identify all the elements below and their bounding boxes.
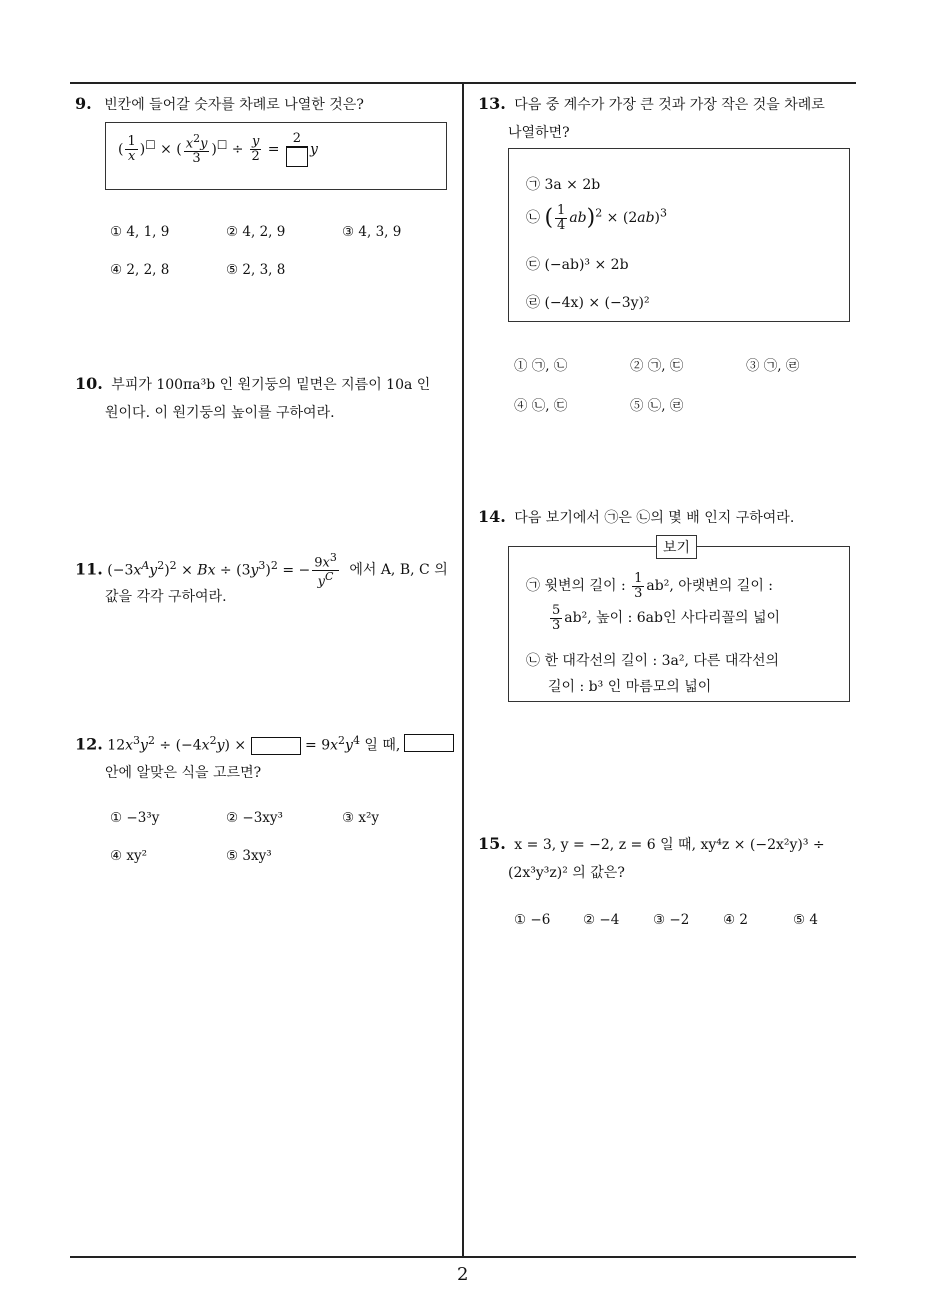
- bogi-item-b-line1: ㉡ 한 대각선의 길이 : 3a², 다른 대각선의: [526, 653, 779, 669]
- q12-choice-4[interactable]: ④ xy²: [110, 848, 148, 864]
- question-15: [478, 834, 825, 854]
- q9-choice-2[interactable]: ② 4, 2, 9: [226, 224, 286, 240]
- question-9: [75, 94, 364, 114]
- question-text-line1: 다음 중 계수가 가장 큰 것과 가장 작은 것을 차례로: [514, 97, 825, 113]
- question-number: 14.: [478, 507, 506, 526]
- question-text-line2: 안에 알맞은 식을 고르면?: [105, 765, 262, 781]
- q15-choice-4[interactable]: ④ 2: [723, 912, 748, 928]
- q13-item-a: ㉠ 3a × 2b: [526, 177, 601, 193]
- q12-choice-1[interactable]: ① −3³y: [110, 810, 160, 826]
- question-11: 11. $(-3x^Ay^2)^2 \times Bx \div (3y^3)^2$ = − $\frac{9x^3}{y^C}$ 에서 A, B, C 의: [75, 551, 448, 590]
- q12-choice-5[interactable]: ⑤ 3xy³: [226, 848, 272, 864]
- question-text-line2: (2x³y³z)² 의 값은?: [508, 865, 625, 881]
- answer-blank-repeat: [404, 734, 454, 752]
- q13-item-b: ㉡ ( $\frac{1}{4}$ $ab)^2 \times (2ab)^3$: [526, 203, 668, 233]
- answer-blank[interactable]: [251, 737, 301, 755]
- q9-choice-5[interactable]: ⑤ 2, 3, 8: [226, 262, 286, 278]
- q13-choice-2[interactable]: ② ㉠, ㉢: [630, 358, 684, 374]
- q9-choice-1[interactable]: ① 4, 1, 9: [110, 224, 170, 240]
- q13-item-d: ㉣ (−4x) × (−3y)²: [526, 295, 650, 311]
- question-text: 빈칸에 들어갈 숫자를 차례로 나열한 것은?: [104, 97, 364, 113]
- q15-choice-3[interactable]: ③ −2: [653, 912, 690, 928]
- bogi-item-a-line1: ㉠ 윗변의 길이 : $\frac{1}{3}$ ab², 아랫변의 길이 :: [526, 571, 774, 601]
- column-divider: [462, 82, 464, 1258]
- bogi-text: ab², 높이 : 6ab인 사다리꼴의 넓이: [564, 610, 781, 627]
- question-text-line2: 값을 각각 구하여라.: [105, 589, 227, 605]
- q15-choice-5[interactable]: ⑤ 4: [793, 912, 818, 928]
- bogi-item-a-line2: $\frac{5}{3}$ ab², 높이 : 6ab인 사다리꼴의 넓이: [552, 603, 781, 633]
- question-12: 12. $12x^3y^2 \div (-4x^2y)$ × = $9x^2y^4$ 일 때,: [75, 734, 401, 754]
- q15-choice-1[interactable]: ① −6: [514, 912, 551, 928]
- item-marker: ㉡: [526, 210, 540, 227]
- q9-equation: ( $\frac{1}{x}$ )□ × ( $\frac{x^2y}{3}$ )□ ÷ $\frac{y}{2}$ = 2 y: [118, 131, 318, 166]
- q13-choice-1[interactable]: ① ㉠, ㉡: [514, 358, 568, 374]
- question-text-line1: 부피가 100πa³b 인 원기둥의 밑면은 지름이 10a 인: [111, 377, 431, 393]
- question-text: 다음 보기에서 ㉠은 ㉡의 몇 배 인지 구하여라.: [514, 510, 795, 526]
- bogi-label: 보기: [656, 535, 697, 559]
- question-14: [478, 507, 794, 527]
- q9-choice-4[interactable]: ④ 2, 2, 8: [110, 262, 170, 278]
- q12-choice-3[interactable]: ③ x²y: [342, 810, 380, 826]
- question-number: 13.: [478, 94, 506, 113]
- question-text-line1: x = 3, y = −2, z = 6 일 때, xy⁴z × (−2x²y)³ ÷: [514, 837, 825, 853]
- bogi-item-b-line2: 길이 : b³ 인 마름모의 넓이: [548, 679, 712, 695]
- question-number: 15.: [478, 834, 506, 853]
- q13-choice-5[interactable]: ⑤ ㉡, ㉣: [630, 398, 684, 414]
- question-tail: 에서 A, B, C 의: [349, 562, 448, 579]
- q13-choice-4[interactable]: ④ ㉡, ㉢: [514, 398, 568, 414]
- q12-choice-2[interactable]: ② −3xy³: [226, 810, 283, 826]
- question-number: 11.: [75, 559, 103, 579]
- q13-item-c: ㉢ (−ab)³ × 2b: [526, 257, 629, 273]
- question-number: 12.: [75, 734, 103, 754]
- page-number: 2: [457, 1264, 469, 1285]
- q13-choice-3[interactable]: ③ ㉠, ㉣: [746, 358, 800, 374]
- question-text-line2: 나열하면?: [508, 125, 570, 141]
- bogi-text: ab², 아랫변의 길이 :: [646, 578, 774, 595]
- question-text-line2: 원이다. 이 원기둥의 높이를 구하여라.: [105, 405, 335, 421]
- question-tail: 일 때,: [364, 737, 401, 754]
- question-10: [75, 374, 430, 394]
- bottom-rule: [70, 1256, 856, 1258]
- q9-choice-3[interactable]: ③ 4, 3, 9: [342, 224, 402, 240]
- q15-choice-2[interactable]: ② −4: [583, 912, 620, 928]
- question-number: 10.: [75, 374, 103, 393]
- bogi-text: ㉠ 윗변의 길이 :: [526, 578, 626, 595]
- question-number: 9.: [75, 94, 92, 113]
- question-13: [478, 94, 825, 114]
